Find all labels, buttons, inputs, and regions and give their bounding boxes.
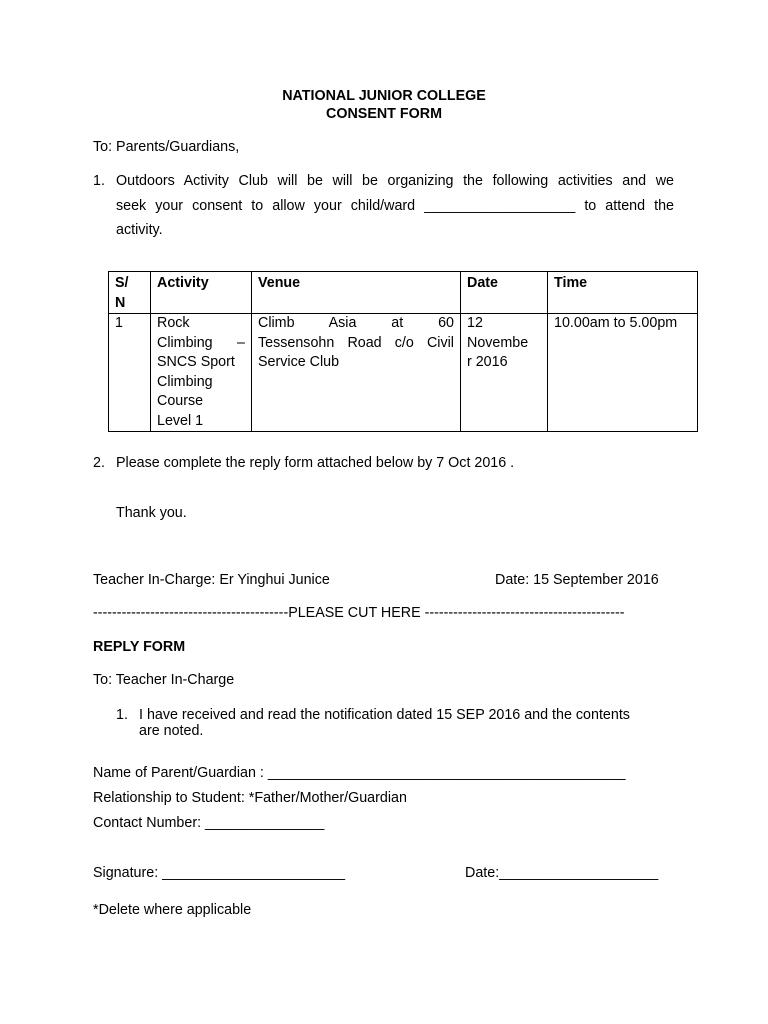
date-line: 12: [467, 315, 483, 331]
activity-line: Climbing: [157, 373, 213, 390]
venue-line: Climb Asia at 60: [258, 315, 454, 331]
table-header-row: [109, 272, 698, 314]
header-time: [548, 272, 698, 314]
header-activity: [151, 272, 252, 314]
header-activity-label: Activity: [157, 275, 209, 291]
activity-line: Course: [157, 393, 204, 409]
header-date-label: Date: [467, 275, 498, 291]
cut-line: -----------------------------------------PLEASE CUT HERE ------------------------------------------: [93, 605, 625, 621]
relationship-field[interactable]: Relationship to Student: *Father/Mother/Guardian: [93, 790, 407, 806]
table-row: [109, 314, 698, 432]
venue-line: Tessensohn Road c/o Civil: [258, 334, 454, 351]
header-venue-label: Venue: [258, 275, 301, 291]
item-1-line-3: activity.: [116, 222, 163, 238]
reply-item-1-line-1: I have received and read the notification dated 15 SEP 2016 and the contents: [139, 707, 630, 723]
cell-activity: [151, 314, 252, 432]
teacher-in-charge: Teacher In-Charge: Er Yinghui Junice: [93, 572, 330, 588]
header-date: [461, 272, 548, 314]
cell-time: 10.00am to 5.00pm: [548, 314, 698, 432]
activity-line: Rock: [157, 315, 190, 331]
cell-date: [461, 314, 548, 432]
header-sn-top: S/: [115, 275, 129, 291]
header-sn: [109, 272, 151, 314]
reply-form-heading: REPLY FORM: [93, 639, 186, 655]
signature-field[interactable]: Signature: _______________________: [93, 865, 346, 881]
activity-line: Climbing –: [157, 334, 245, 351]
salutation: To: Parents/Guardians,: [93, 139, 240, 155]
reply-to: To: Teacher In-Charge: [93, 672, 235, 688]
venue-line: Service Club: [258, 354, 340, 370]
header-time-label: Time: [554, 275, 588, 291]
item-2-text: Please complete the reply form attached below by 7 Oct 2016 .: [116, 455, 515, 471]
contact-number-field[interactable]: Contact Number: _______________: [93, 815, 325, 831]
cell-venue: [252, 314, 461, 432]
activity-table: [108, 271, 698, 432]
activity-line: Level 1: [157, 412, 204, 429]
form-title: CONSENT FORM: [326, 106, 442, 122]
parent-name-field[interactable]: Name of Parent/Guardian : _____________________________________________: [93, 765, 626, 781]
college-name: NATIONAL JUNIOR COLLEGE: [282, 88, 486, 104]
item-1-line-2: seek your consent to allow your child/ward ___________________ to attend the: [116, 198, 674, 214]
reply-item-1-number: 1.: [116, 707, 128, 723]
notice-date: Date: 15 September 2016: [495, 572, 659, 588]
thank-you: Thank you.: [116, 505, 187, 521]
header-venue: [252, 272, 461, 314]
footnote: *Delete where applicable: [93, 902, 252, 918]
reply-date-field[interactable]: Date:____________________: [465, 865, 659, 881]
date-line: r 2016: [467, 354, 508, 370]
item-1-line-1: Outdoors Activity Club will be will be organizing the following activities and we: [116, 173, 674, 189]
date-line: Novembe: [467, 334, 529, 351]
activity-line: SNCS Sport: [157, 354, 235, 370]
item-1-number: 1.: [93, 173, 105, 189]
cell-sn: 1: [109, 314, 151, 432]
item-2-number: 2.: [93, 455, 105, 471]
reply-item-1-line-2: are noted.: [139, 723, 204, 739]
header-sn-bottom: N: [115, 294, 126, 311]
